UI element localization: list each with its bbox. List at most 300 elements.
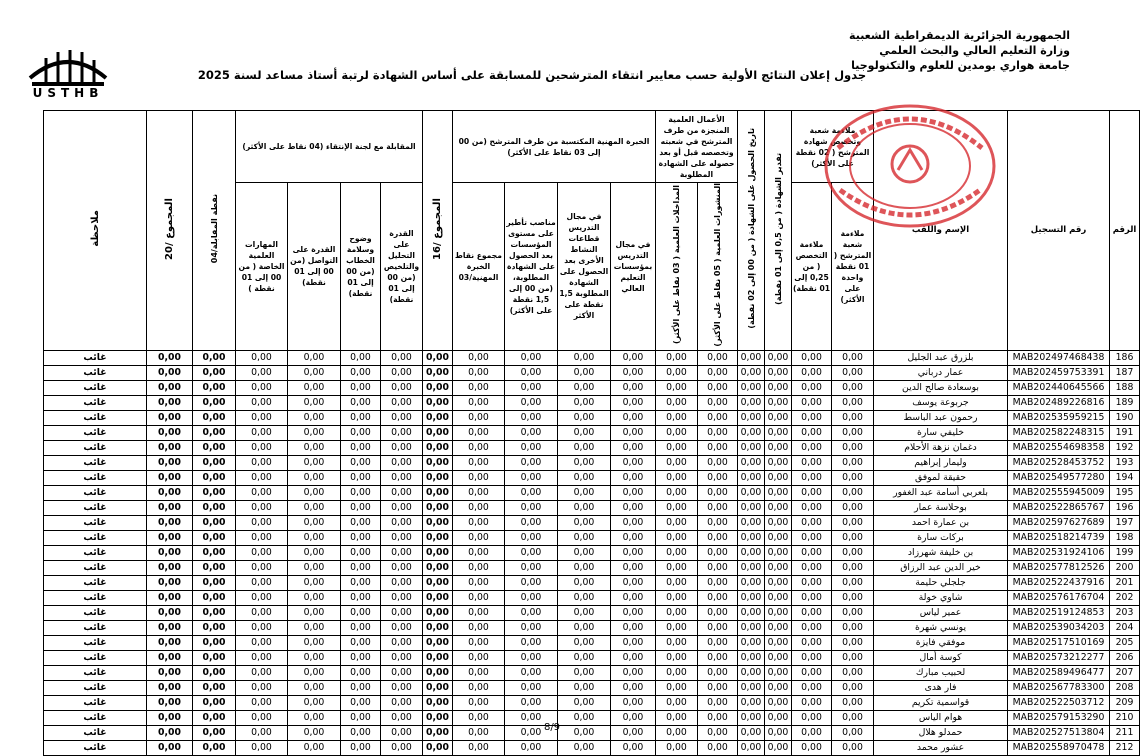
row-registration: MAB202555945009 bbox=[1008, 485, 1110, 500]
row-int-skills: 0,00 bbox=[236, 515, 288, 530]
row-int-speech: 0,00 bbox=[341, 710, 381, 725]
row-relevance-spec: 0,00 bbox=[792, 410, 832, 425]
row-publications: 0,00 bbox=[698, 365, 738, 380]
row-int-total: 0,00 bbox=[193, 395, 236, 410]
col-relevance-branch: ملاءمة شعبة المترشح ( 01 نقطة واحدة على الأكثر) bbox=[832, 183, 874, 351]
row-name: رحمون عبد الباسط bbox=[874, 410, 1008, 425]
row-int-analysis: 0,00 bbox=[381, 545, 423, 560]
row-name: كوسة أمال bbox=[874, 650, 1008, 665]
col-int-skills: المهارات العلمية الخاصة ( من 00 إلى 01 نقطة ) bbox=[236, 183, 288, 351]
row-exp-teaching: 0,00 bbox=[611, 605, 656, 620]
row-publications: 0,00 bbox=[698, 680, 738, 695]
row-int-communication: 0,00 bbox=[288, 395, 341, 410]
row-remark: غائب bbox=[44, 680, 147, 695]
row-name: بركات سارة bbox=[874, 530, 1008, 545]
table-row bbox=[44, 575, 1140, 590]
row-int-analysis: 0,00 bbox=[381, 425, 423, 440]
row-int-speech: 0,00 bbox=[341, 650, 381, 665]
row-total20: 0,00 bbox=[147, 530, 193, 545]
col-exp-supervision: مناصب تأطير على مستوى المؤسسات بعد الحصول على الشهادة المطلوبة، (من 00 إلى 1,5 نقطة على الأكثر) bbox=[505, 183, 558, 351]
row-total20: 0,00 bbox=[147, 425, 193, 440]
row-int-communication: 0,00 bbox=[288, 680, 341, 695]
row-int-skills: 0,00 bbox=[236, 575, 288, 590]
row-publications: 0,00 bbox=[698, 575, 738, 590]
row-name: لحبيب مبارك bbox=[874, 665, 1008, 680]
row-total16: 0,00 bbox=[423, 665, 453, 680]
row-relevance-branch: 0,00 bbox=[832, 560, 874, 575]
row-relevance-spec: 0,00 bbox=[792, 605, 832, 620]
row-int-total: 0,00 bbox=[193, 620, 236, 635]
row-relevance-spec: 0,00 bbox=[792, 425, 832, 440]
row-int-communication: 0,00 bbox=[288, 425, 341, 440]
row-int-total: 0,00 bbox=[193, 680, 236, 695]
row-exp-teaching: 0,00 bbox=[611, 680, 656, 695]
row-int-communication: 0,00 bbox=[288, 350, 341, 365]
row-int-analysis: 0,00 bbox=[381, 470, 423, 485]
row-int-total: 0,00 bbox=[193, 545, 236, 560]
row-int-total: 0,00 bbox=[193, 365, 236, 380]
row-int-analysis: 0,00 bbox=[381, 560, 423, 575]
row-publications: 0,00 bbox=[698, 665, 738, 680]
row-communications: 0,00 bbox=[656, 500, 698, 515]
row-exp-teaching: 0,00 bbox=[611, 470, 656, 485]
row-num: 188 bbox=[1110, 380, 1140, 395]
row-int-communication: 0,00 bbox=[288, 470, 341, 485]
row-exp-sectors: 0,00 bbox=[558, 380, 611, 395]
row-int-speech: 0,00 bbox=[341, 620, 381, 635]
row-name: خليفي سارة bbox=[874, 425, 1008, 440]
row-int-communication: 0,00 bbox=[288, 620, 341, 635]
row-num: 208 bbox=[1110, 680, 1140, 695]
row-communications: 0,00 bbox=[656, 455, 698, 470]
row-name: حمدلو هلال bbox=[874, 725, 1008, 740]
row-num: 196 bbox=[1110, 500, 1140, 515]
row-remark: غائب bbox=[44, 575, 147, 590]
row-publications: 0,00 bbox=[698, 560, 738, 575]
row-int-speech: 0,00 bbox=[341, 455, 381, 470]
row-communications: 0,00 bbox=[656, 425, 698, 440]
row-int-total: 0,00 bbox=[193, 425, 236, 440]
row-relevance-spec: 0,00 bbox=[792, 560, 832, 575]
row-int-total: 0,00 bbox=[193, 725, 236, 740]
row-int-skills: 0,00 bbox=[236, 695, 288, 710]
row-int-total: 0,00 bbox=[193, 560, 236, 575]
row-date: 0,00 bbox=[738, 500, 765, 515]
row-int-analysis: 0,00 bbox=[381, 650, 423, 665]
table-row bbox=[44, 530, 1140, 545]
row-int-total: 0,00 bbox=[193, 470, 236, 485]
row-int-total: 0,00 bbox=[193, 530, 236, 545]
row-date: 0,00 bbox=[738, 440, 765, 455]
col-grade bbox=[765, 111, 792, 351]
col-total16 bbox=[423, 111, 453, 351]
row-exp-teaching: 0,00 bbox=[611, 380, 656, 395]
row-int-skills: 0,00 bbox=[236, 500, 288, 515]
university-line: جامعة هواري بومدين للعلوم والتكنولوجيا bbox=[851, 59, 1070, 72]
row-exp-supervision: 0,00 bbox=[505, 710, 558, 725]
row-exp-sectors: 0,00 bbox=[558, 680, 611, 695]
row-int-speech: 0,00 bbox=[341, 410, 381, 425]
row-int-communication: 0,00 bbox=[288, 740, 341, 755]
col-total16-label: المجموع /16 bbox=[432, 197, 443, 260]
row-num: 194 bbox=[1110, 470, 1140, 485]
row-exp-sectors: 0,00 bbox=[558, 635, 611, 650]
row-registration: MAB202489226816 bbox=[1008, 395, 1110, 410]
row-int-skills: 0,00 bbox=[236, 470, 288, 485]
table-row bbox=[44, 425, 1140, 440]
row-registration: MAB202527513804 bbox=[1008, 725, 1110, 740]
row-remark: غائب bbox=[44, 425, 147, 440]
col-exp-teaching: في مجال التدريس بمؤسسات التعليم العالي bbox=[611, 183, 656, 351]
row-int-communication: 0,00 bbox=[288, 530, 341, 545]
row-int-communication: 0,00 bbox=[288, 440, 341, 455]
col-int-analysis: القدرة على التحليل والتلخيص (من 00 إلى 01 نقطة) bbox=[381, 183, 423, 351]
row-exp-sectors: 0,00 bbox=[558, 455, 611, 470]
row-exp-teaching: 0,00 bbox=[611, 695, 656, 710]
row-exp-sectors: 0,00 bbox=[558, 485, 611, 500]
row-publications: 0,00 bbox=[698, 470, 738, 485]
row-grade: 0,00 bbox=[765, 425, 792, 440]
row-exp-sectors: 0,00 bbox=[558, 605, 611, 620]
row-exp-total: 0,00 bbox=[453, 620, 505, 635]
row-total20: 0,00 bbox=[147, 695, 193, 710]
row-exp-teaching: 0,00 bbox=[611, 485, 656, 500]
row-publications: 0,00 bbox=[698, 650, 738, 665]
row-int-total: 0,00 bbox=[193, 455, 236, 470]
row-relevance-spec: 0,00 bbox=[792, 680, 832, 695]
row-total16: 0,00 bbox=[423, 680, 453, 695]
row-exp-supervision: 0,00 bbox=[505, 740, 558, 755]
row-exp-sectors: 0,00 bbox=[558, 410, 611, 425]
row-remark: غائب bbox=[44, 365, 147, 380]
row-name: جربوعة يوسف bbox=[874, 395, 1008, 410]
row-exp-total: 0,00 bbox=[453, 380, 505, 395]
row-exp-sectors: 0,00 bbox=[558, 665, 611, 680]
row-total16: 0,00 bbox=[423, 500, 453, 515]
row-total20: 0,00 bbox=[147, 635, 193, 650]
row-registration: MAB202522865767 bbox=[1008, 500, 1110, 515]
row-grade: 0,00 bbox=[765, 365, 792, 380]
table-row bbox=[44, 395, 1140, 410]
row-registration: MAB202558970478 bbox=[1008, 740, 1110, 755]
row-communications: 0,00 bbox=[656, 590, 698, 605]
row-relevance-spec: 0,00 bbox=[792, 725, 832, 740]
row-date: 0,00 bbox=[738, 710, 765, 725]
row-int-speech: 0,00 bbox=[341, 515, 381, 530]
row-remark: غائب bbox=[44, 395, 147, 410]
row-publications: 0,00 bbox=[698, 500, 738, 515]
row-relevance-spec: 0,00 bbox=[792, 365, 832, 380]
row-relevance-spec: 0,00 bbox=[792, 485, 832, 500]
row-int-speech: 0,00 bbox=[341, 395, 381, 410]
row-num: 201 bbox=[1110, 575, 1140, 590]
row-exp-sectors: 0,00 bbox=[558, 620, 611, 635]
row-exp-teaching: 0,00 bbox=[611, 515, 656, 530]
row-relevance-branch: 0,00 bbox=[832, 725, 874, 740]
row-int-speech: 0,00 bbox=[341, 350, 381, 365]
row-int-skills: 0,00 bbox=[236, 440, 288, 455]
results-table bbox=[43, 110, 1140, 756]
row-exp-total: 0,00 bbox=[453, 725, 505, 740]
row-total16: 0,00 bbox=[423, 350, 453, 365]
row-relevance-branch: 0,00 bbox=[832, 380, 874, 395]
group-experience: الخبرة المهنية المكتسبة من طرف المترشح (من 00 إلى 03 نقاط على الأكثر) bbox=[453, 111, 656, 183]
row-publications: 0,00 bbox=[698, 485, 738, 500]
row-registration: MAB202497468438 bbox=[1008, 350, 1110, 365]
row-total20: 0,00 bbox=[147, 515, 193, 530]
row-relevance-branch: 0,00 bbox=[832, 425, 874, 440]
row-int-analysis: 0,00 bbox=[381, 380, 423, 395]
document-title: جدول إعلان النتائج الأولية حسب معايير انتقاء المترشحين للمسابقة على أساس الشهادة لرتبة أستاذ مساعد لسنة 2025 bbox=[197, 68, 867, 82]
row-name: يونسي شهرة bbox=[874, 620, 1008, 635]
row-relevance-branch: 0,00 bbox=[832, 455, 874, 470]
row-exp-teaching: 0,00 bbox=[611, 500, 656, 515]
row-remark: غائب bbox=[44, 590, 147, 605]
row-relevance-branch: 0,00 bbox=[832, 680, 874, 695]
row-int-analysis: 0,00 bbox=[381, 725, 423, 740]
row-total16: 0,00 bbox=[423, 695, 453, 710]
row-exp-supervision: 0,00 bbox=[505, 485, 558, 500]
row-int-communication: 0,00 bbox=[288, 365, 341, 380]
row-exp-teaching: 0,00 bbox=[611, 710, 656, 725]
col-remark bbox=[44, 111, 147, 351]
row-registration: MAB202522437916 bbox=[1008, 575, 1110, 590]
row-name: هوام الياس bbox=[874, 710, 1008, 725]
row-grade: 0,00 bbox=[765, 575, 792, 590]
row-communications: 0,00 bbox=[656, 485, 698, 500]
row-int-total: 0,00 bbox=[193, 500, 236, 515]
row-exp-supervision: 0,00 bbox=[505, 365, 558, 380]
row-relevance-spec: 0,00 bbox=[792, 620, 832, 635]
row-grade: 0,00 bbox=[765, 545, 792, 560]
row-int-speech: 0,00 bbox=[341, 485, 381, 500]
row-relevance-spec: 0,00 bbox=[792, 695, 832, 710]
row-relevance-spec: 0,00 bbox=[792, 455, 832, 470]
row-int-analysis: 0,00 bbox=[381, 440, 423, 455]
row-remark: غائب bbox=[44, 350, 147, 365]
col-date bbox=[738, 111, 765, 351]
row-int-total: 0,00 bbox=[193, 650, 236, 665]
row-total20: 0,00 bbox=[147, 350, 193, 365]
row-exp-total: 0,00 bbox=[453, 455, 505, 470]
row-int-speech: 0,00 bbox=[341, 470, 381, 485]
row-int-speech: 0,00 bbox=[341, 545, 381, 560]
row-exp-supervision: 0,00 bbox=[505, 410, 558, 425]
table-row bbox=[44, 380, 1140, 395]
row-int-analysis: 0,00 bbox=[381, 500, 423, 515]
row-int-analysis: 0,00 bbox=[381, 665, 423, 680]
row-int-speech: 0,00 bbox=[341, 605, 381, 620]
row-name: جلجلي حليمة bbox=[874, 575, 1008, 590]
row-exp-sectors: 0,00 bbox=[558, 350, 611, 365]
row-int-speech: 0,00 bbox=[341, 500, 381, 515]
row-int-total: 0,00 bbox=[193, 410, 236, 425]
row-int-communication: 0,00 bbox=[288, 455, 341, 470]
row-date: 0,00 bbox=[738, 485, 765, 500]
row-relevance-branch: 0,00 bbox=[832, 485, 874, 500]
row-int-analysis: 0,00 bbox=[381, 710, 423, 725]
col-int-speech: وضوح وسلامة الخطاب (من 00 إلى 01 نقطة) bbox=[341, 183, 381, 351]
row-num: 187 bbox=[1110, 365, 1140, 380]
row-int-total: 0,00 bbox=[193, 665, 236, 680]
row-registration: MAB202573212277 bbox=[1008, 650, 1110, 665]
row-exp-supervision: 0,00 bbox=[505, 515, 558, 530]
table-row bbox=[44, 545, 1140, 560]
row-remark: غائب bbox=[44, 380, 147, 395]
row-total20: 0,00 bbox=[147, 605, 193, 620]
row-date: 0,00 bbox=[738, 575, 765, 590]
row-registration: MAB202517510169 bbox=[1008, 635, 1110, 650]
row-num: 202 bbox=[1110, 590, 1140, 605]
row-int-speech: 0,00 bbox=[341, 560, 381, 575]
row-grade: 0,00 bbox=[765, 455, 792, 470]
row-int-speech: 0,00 bbox=[341, 665, 381, 680]
row-remark: غائب bbox=[44, 665, 147, 680]
row-int-speech: 0,00 bbox=[341, 635, 381, 650]
row-int-analysis: 0,00 bbox=[381, 620, 423, 635]
row-num: 190 bbox=[1110, 410, 1140, 425]
row-int-skills: 0,00 bbox=[236, 455, 288, 470]
row-date: 0,00 bbox=[738, 530, 765, 545]
row-name: بوحلاسة عمار bbox=[874, 500, 1008, 515]
row-publications: 0,00 bbox=[698, 380, 738, 395]
row-publications: 0,00 bbox=[698, 590, 738, 605]
row-communications: 0,00 bbox=[656, 470, 698, 485]
row-grade: 0,00 bbox=[765, 410, 792, 425]
table-row bbox=[44, 590, 1140, 605]
row-date: 0,00 bbox=[738, 665, 765, 680]
row-relevance-spec: 0,00 bbox=[792, 500, 832, 515]
row-remark: غائب bbox=[44, 500, 147, 515]
row-communications: 0,00 bbox=[656, 380, 698, 395]
row-total20: 0,00 bbox=[147, 710, 193, 725]
row-publications: 0,00 bbox=[698, 710, 738, 725]
row-total20: 0,00 bbox=[147, 560, 193, 575]
row-exp-teaching: 0,00 bbox=[611, 350, 656, 365]
row-remark: غائب bbox=[44, 605, 147, 620]
row-relevance-spec: 0,00 bbox=[792, 650, 832, 665]
row-exp-supervision: 0,00 bbox=[505, 455, 558, 470]
row-int-analysis: 0,00 bbox=[381, 515, 423, 530]
row-relevance-branch: 0,00 bbox=[832, 605, 874, 620]
row-int-speech: 0,00 bbox=[341, 440, 381, 455]
row-int-analysis: 0,00 bbox=[381, 485, 423, 500]
row-exp-total: 0,00 bbox=[453, 635, 505, 650]
row-num: 203 bbox=[1110, 605, 1140, 620]
row-num: 207 bbox=[1110, 665, 1140, 680]
row-int-skills: 0,00 bbox=[236, 650, 288, 665]
row-registration: MAB202539034203 bbox=[1008, 620, 1110, 635]
row-registration: MAB202576176704 bbox=[1008, 590, 1110, 605]
row-name: دغمان نزهة الأحلام bbox=[874, 440, 1008, 455]
row-grade: 0,00 bbox=[765, 725, 792, 740]
col-relevance-spec: ملاءمة التخصص ( من 0,25 إلى 01 نقطة) bbox=[792, 183, 832, 351]
row-int-communication: 0,00 bbox=[288, 605, 341, 620]
row-int-skills: 0,00 bbox=[236, 635, 288, 650]
row-grade: 0,00 bbox=[765, 590, 792, 605]
row-exp-supervision: 0,00 bbox=[505, 560, 558, 575]
col-int-communication: القدرة على التواصل (من 00 إلى 01 نقطة) bbox=[288, 183, 341, 351]
row-int-communication: 0,00 bbox=[288, 545, 341, 560]
row-exp-supervision: 0,00 bbox=[505, 665, 558, 680]
row-name: خير الدين عبد الرزاق bbox=[874, 560, 1008, 575]
row-relevance-branch: 0,00 bbox=[832, 650, 874, 665]
row-communications: 0,00 bbox=[656, 350, 698, 365]
row-relevance-branch: 0,00 bbox=[832, 575, 874, 590]
row-total20: 0,00 bbox=[147, 485, 193, 500]
row-int-total: 0,00 bbox=[193, 605, 236, 620]
row-relevance-spec: 0,00 bbox=[792, 665, 832, 680]
row-exp-supervision: 0,00 bbox=[505, 395, 558, 410]
row-num: 191 bbox=[1110, 425, 1140, 440]
row-registration: MAB202528453752 bbox=[1008, 455, 1110, 470]
row-exp-total: 0,00 bbox=[453, 365, 505, 380]
col-total20-label: المجموع /20 bbox=[164, 197, 175, 260]
row-int-skills: 0,00 bbox=[236, 395, 288, 410]
row-date: 0,00 bbox=[738, 515, 765, 530]
table-row bbox=[44, 560, 1140, 575]
row-relevance-spec: 0,00 bbox=[792, 350, 832, 365]
col-remark-label: ملاحظة bbox=[89, 210, 101, 248]
row-remark: غائب bbox=[44, 560, 147, 575]
row-total20: 0,00 bbox=[147, 365, 193, 380]
table-row bbox=[44, 620, 1140, 635]
row-total16: 0,00 bbox=[423, 530, 453, 545]
row-int-analysis: 0,00 bbox=[381, 455, 423, 470]
row-int-analysis: 0,00 bbox=[381, 365, 423, 380]
row-relevance-spec: 0,00 bbox=[792, 590, 832, 605]
row-date: 0,00 bbox=[738, 380, 765, 395]
row-exp-supervision: 0,00 bbox=[505, 425, 558, 440]
row-num: 197 bbox=[1110, 515, 1140, 530]
row-exp-sectors: 0,00 bbox=[558, 530, 611, 545]
row-publications: 0,00 bbox=[698, 515, 738, 530]
row-num: 189 bbox=[1110, 395, 1140, 410]
row-date: 0,00 bbox=[738, 470, 765, 485]
row-total16: 0,00 bbox=[423, 635, 453, 650]
row-publications: 0,00 bbox=[698, 395, 738, 410]
row-exp-teaching: 0,00 bbox=[611, 575, 656, 590]
row-total20: 0,00 bbox=[147, 575, 193, 590]
col-int-total-label: نقطة المقابلة/04 bbox=[209, 194, 219, 264]
row-exp-total: 0,00 bbox=[453, 560, 505, 575]
table-row bbox=[44, 650, 1140, 665]
row-date: 0,00 bbox=[738, 680, 765, 695]
row-relevance-spec: 0,00 bbox=[792, 740, 832, 755]
col-date-label: تاريخ الحصول على الشهادة ( من 00 إلى 02 نقطة) bbox=[746, 128, 756, 330]
row-int-speech: 0,00 bbox=[341, 740, 381, 755]
row-exp-sectors: 0,00 bbox=[558, 590, 611, 605]
row-exp-total: 0,00 bbox=[453, 680, 505, 695]
row-communications: 0,00 bbox=[656, 740, 698, 755]
row-exp-teaching: 0,00 bbox=[611, 545, 656, 560]
row-int-skills: 0,00 bbox=[236, 380, 288, 395]
row-remark: غائب bbox=[44, 530, 147, 545]
row-exp-total: 0,00 bbox=[453, 710, 505, 725]
row-total20: 0,00 bbox=[147, 455, 193, 470]
row-remark: غائب bbox=[44, 710, 147, 725]
row-num: 210 bbox=[1110, 710, 1140, 725]
row-int-total: 0,00 bbox=[193, 485, 236, 500]
row-publications: 0,00 bbox=[698, 455, 738, 470]
row-grade: 0,00 bbox=[765, 515, 792, 530]
row-int-communication: 0,00 bbox=[288, 635, 341, 650]
row-registration: MAB202554698358 bbox=[1008, 440, 1110, 455]
row-communications: 0,00 bbox=[656, 665, 698, 680]
row-relevance-branch: 0,00 bbox=[832, 710, 874, 725]
row-int-analysis: 0,00 bbox=[381, 740, 423, 755]
col-registration: رقم التسجيل bbox=[1008, 111, 1110, 351]
